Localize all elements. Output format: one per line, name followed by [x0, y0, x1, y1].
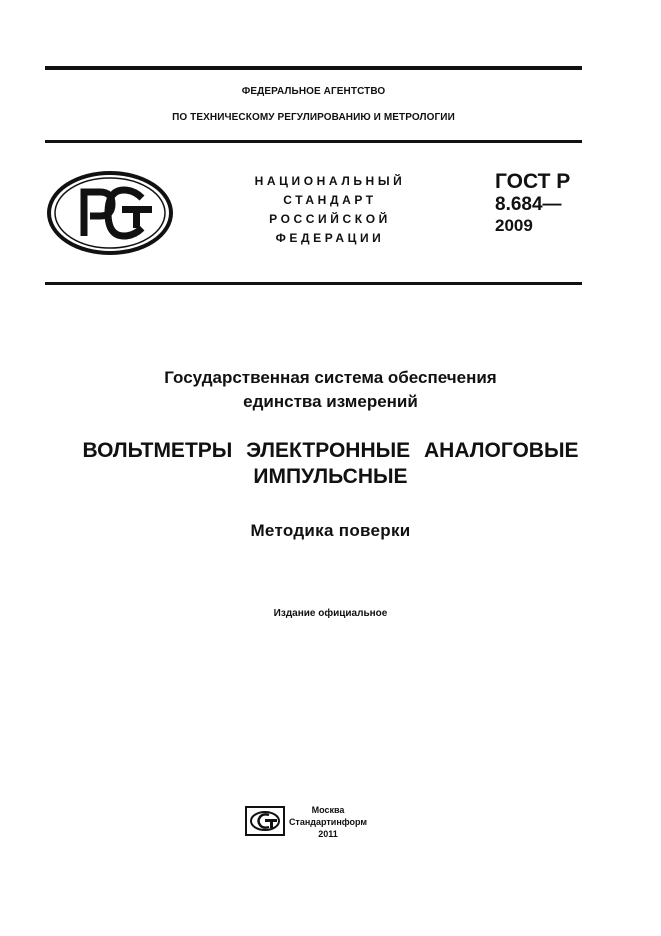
- header-rule-bottom: [45, 282, 582, 285]
- publisher-city: Москва: [311, 805, 345, 815]
- national-standard-line-2: СТАНДАРТ: [283, 193, 377, 207]
- publisher-year: 2011: [318, 829, 338, 839]
- publisher-name: Стандартинформ: [288, 817, 368, 827]
- standard-designation: [495, 170, 570, 236]
- standartinform-logo-icon: [245, 806, 285, 836]
- document-title: [0, 438, 661, 490]
- agency-line-2: ПО ТЕХНИЧЕСКОМУ РЕГУЛИРОВАНИЮ И МЕТРОЛОГИИ: [172, 112, 455, 123]
- subtitle-line-1: Государственная система обеспечения: [164, 368, 497, 387]
- national-standard-line-3: РОССИЙСКОЙ: [269, 212, 391, 226]
- document-subtitle: [0, 366, 661, 414]
- rst-mark-icon: [46, 170, 174, 256]
- national-standard-line-4: ФЕДЕРАЦИИ: [275, 231, 385, 245]
- header-rule-top: [45, 140, 582, 143]
- designation-prefix: ГОСТ Р: [495, 170, 571, 193]
- designation-number: 8.684—: [495, 194, 562, 215]
- title-line-2: ИМПУЛЬСНЫЕ: [253, 465, 408, 488]
- publisher-block: [288, 804, 368, 840]
- method-heading: Методика поверки: [250, 521, 411, 540]
- national-standard-line-1: НАЦИОНАЛЬНЫЙ: [254, 174, 406, 188]
- subtitle-line-2: единства измерений: [243, 392, 418, 411]
- top-rule: [45, 66, 582, 70]
- edition-label: Издание официальное: [273, 608, 388, 619]
- agency-line-1: ФЕДЕРАЛЬНОЕ АГЕНТСТВО: [241, 86, 386, 97]
- national-standard-heading: [230, 172, 430, 248]
- designation-year: 2009: [495, 216, 533, 235]
- title-line-1: ВОЛЬТМЕТРЫ ЭЛЕКТРОННЫЕ АНАЛОГОВЫЕ: [82, 439, 579, 462]
